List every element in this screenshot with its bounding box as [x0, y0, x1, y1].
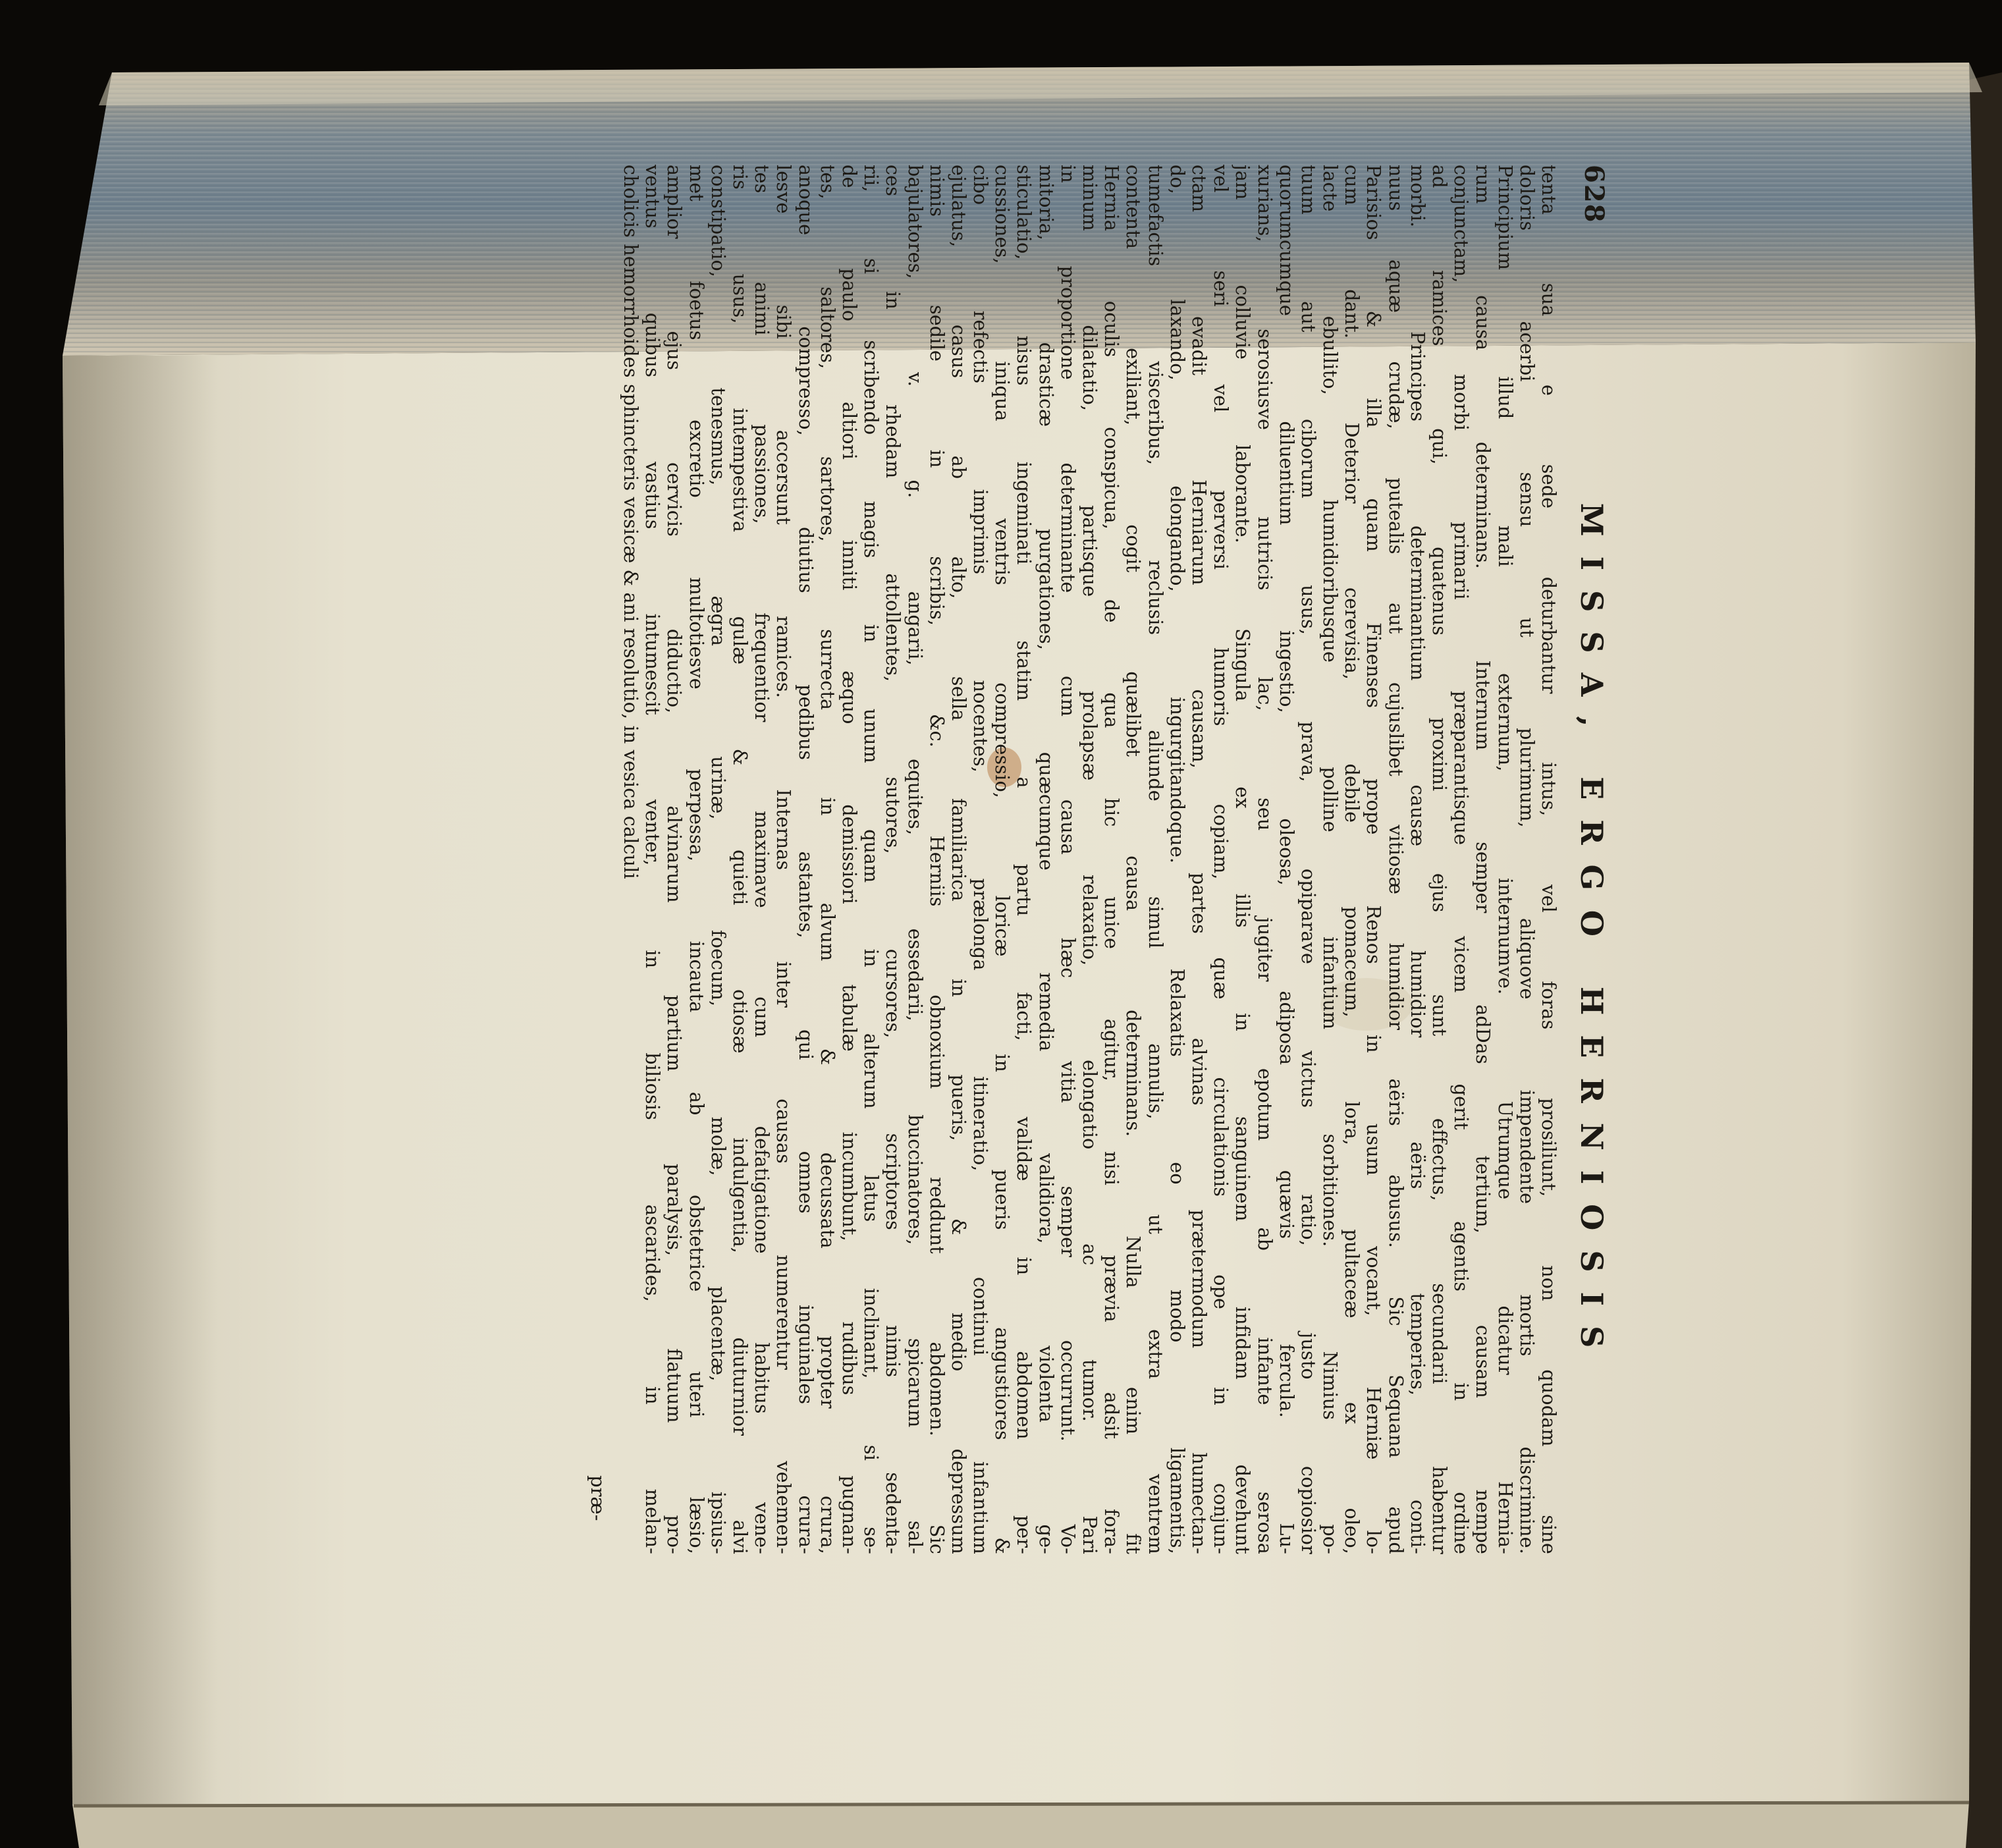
running-title: MISSA, ERGO HERNIOSIS [1574, 503, 1610, 1368]
text-line: tumefactis visceribus, reclusis aliunde simul annulis, ut extra ventrem [1144, 165, 1166, 1554]
text-line: morbi. Principes determinantium causæ humidior aëris temperies, conti- [1406, 165, 1428, 1554]
text-line: cholicis hemorrhoides sphincteris vesicæ & ani resolutio, in vesica calculi [620, 165, 642, 879]
page-number: 628 [1579, 165, 1610, 224]
text-line: ejulatus, casus ab alto, sella familiarica in pueris, & medio depressum [947, 165, 969, 1554]
text-line: de paulo altiori inniti æquo demissiori tabulæ incumbunt, rudibus pugnan- [838, 165, 860, 1554]
text-line: minum dilatatio, partisque prolapsæ relaxatio, elongatio ac tumor. Pari [1079, 165, 1101, 1554]
catchword: præ- [587, 1475, 609, 1521]
text-line: met foetus excretio multotiesve perpessa, incauta ab obstetrice uteri læsio, [685, 165, 707, 1554]
text-line: cibo refectis imprimis nocentes, prælonga itineratio, continui infantium [969, 165, 992, 1554]
text-line: sticulatio, nisus ingeminati statim a partu facti, validæ in abdomen per- [1013, 165, 1035, 1554]
text-line: lesve sibi accersunt ramices. Internas inter causas numerentur vehemen- [772, 165, 795, 1554]
text-line: ces in rhedam attollentes, sutores, cursores, scriptores nimis sedenta- [882, 165, 904, 1554]
text-line: lacte ebullito, humidioribusque polline infantium sorbitiones. Nimius po- [1319, 165, 1341, 1554]
text-line: constipatio, tenesmus, ægra urinæ, foecum, molæ, placentæ, ipsius- [707, 165, 729, 1554]
running-head [1557, 165, 1610, 1548]
text-line: Parisios & illa quam Finenses prope Renos in usum vocant, Herniæ lo- [1363, 165, 1385, 1554]
text-line: mitoria, drasticæ purgationes, quæcumque remedia validiora, violenta ge- [1035, 165, 1057, 1554]
text-line: Hernia oculis conspicua, de qua hic unice agitur, nisi prævia adsit fora- [1100, 165, 1123, 1554]
text-line: rii, si scribendo magis in unum quam in alterum latus inclinant, si se- [860, 165, 882, 1554]
text-line: conjunctam, morbi primarii præparantisque vicem gerit agentis in ordine [1450, 165, 1473, 1554]
text-line: in proportione determinante cum causa hæc vitia semper occurrunt. Vo- [1056, 165, 1079, 1554]
text-line: nuus aquæ crudæ, putealis aut cujuslibet vitiosæ humidior aëris abusus. Sic Sequana apud [1384, 165, 1407, 1554]
page-text-block [514, 86, 1633, 1574]
text-line: cum dant. Deterior cerevisia, debile pomaceum, lora, pultaceæ ex oleo, [1341, 165, 1363, 1554]
text-line: ris usus, intempestiva gulæ & quieti otiosæ indulgentia, diuturnior alvi [729, 165, 751, 1554]
text-line: rum causa determinans. Internum semper adDas tertium, causam nempe [1472, 165, 1494, 1554]
text-line: Principium illud mali externum, internumve. Utrumque dicatur Hernia- [1494, 165, 1516, 1554]
body-text [620, 165, 1559, 1554]
text-line: bajulatores, v. g. angarii, equites, essedarii, buccinatores, spicarum sal- [904, 165, 926, 1554]
text-line: xurians, serosiusve nutricis lac, seu jugiter epotum ab infante serosa [1253, 165, 1276, 1554]
text-line: tes, saltores, sartores, surrecta in alvum & decussata propter crura, [816, 165, 838, 1554]
text-line: anoque compresso, diutius pedibus astantes, qui omnes inguinales crura- [794, 165, 817, 1554]
text-line: tenta sua e sede deturbantur intus, vel foras prosiliunt, non quodam sine [1538, 165, 1559, 1554]
text-line: vel seri vel perversi humoris copiam, quæ circulationis ope in conjun- [1210, 165, 1232, 1554]
text-line: tes animi passiones, frequentior maximave cum defatigatione habitus vene- [751, 165, 773, 1554]
text-line: nimis sedile in scribis, &c. Herniis obnoxium reddunt abdomen. Sic [925, 165, 948, 1554]
text-line: contenta exiliant, cogit quælibet causa determinans. Nulla enim fit [1122, 165, 1145, 1554]
text-line: tuum aut ciborum usus, prava, opiparave victus ratio, justo copiosior [1297, 165, 1319, 1554]
text-line: do, laxando, elongando, ingurgitandoque. Relaxatis eo modo ligamentis, [1166, 165, 1188, 1554]
text-line: quorumcumque diluentium ingestio, oleosa, adiposa quævis fercula. Lu- [1275, 165, 1297, 1554]
text-line: amplior ejus cervicis diductio, alvinarum partium paralysis, flatuum pro- [663, 165, 686, 1554]
text-line: jam colluvie laborante. Singula ex illis in sanguinem infidam devehunt [1231, 165, 1254, 1554]
text-line: doloris acerbi sensu ut plurimum, aliquove impendente mortis discrimine. [1515, 165, 1538, 1554]
text-line: ctam evadit Herniarum causam, partes alvinas prætermodum humectan- [1188, 165, 1210, 1554]
text-line: ad ramices qui, quatenus proximi ejus sunt effectus, secundarii habentur [1428, 165, 1451, 1554]
text-line: ventus quibus vastius intumescit venter, in biliosis ascarides, in melan- [641, 165, 664, 1554]
text-line: cussiones, iniqua ventris compressio, loricæ in pueris angustiores & [991, 165, 1014, 1554]
